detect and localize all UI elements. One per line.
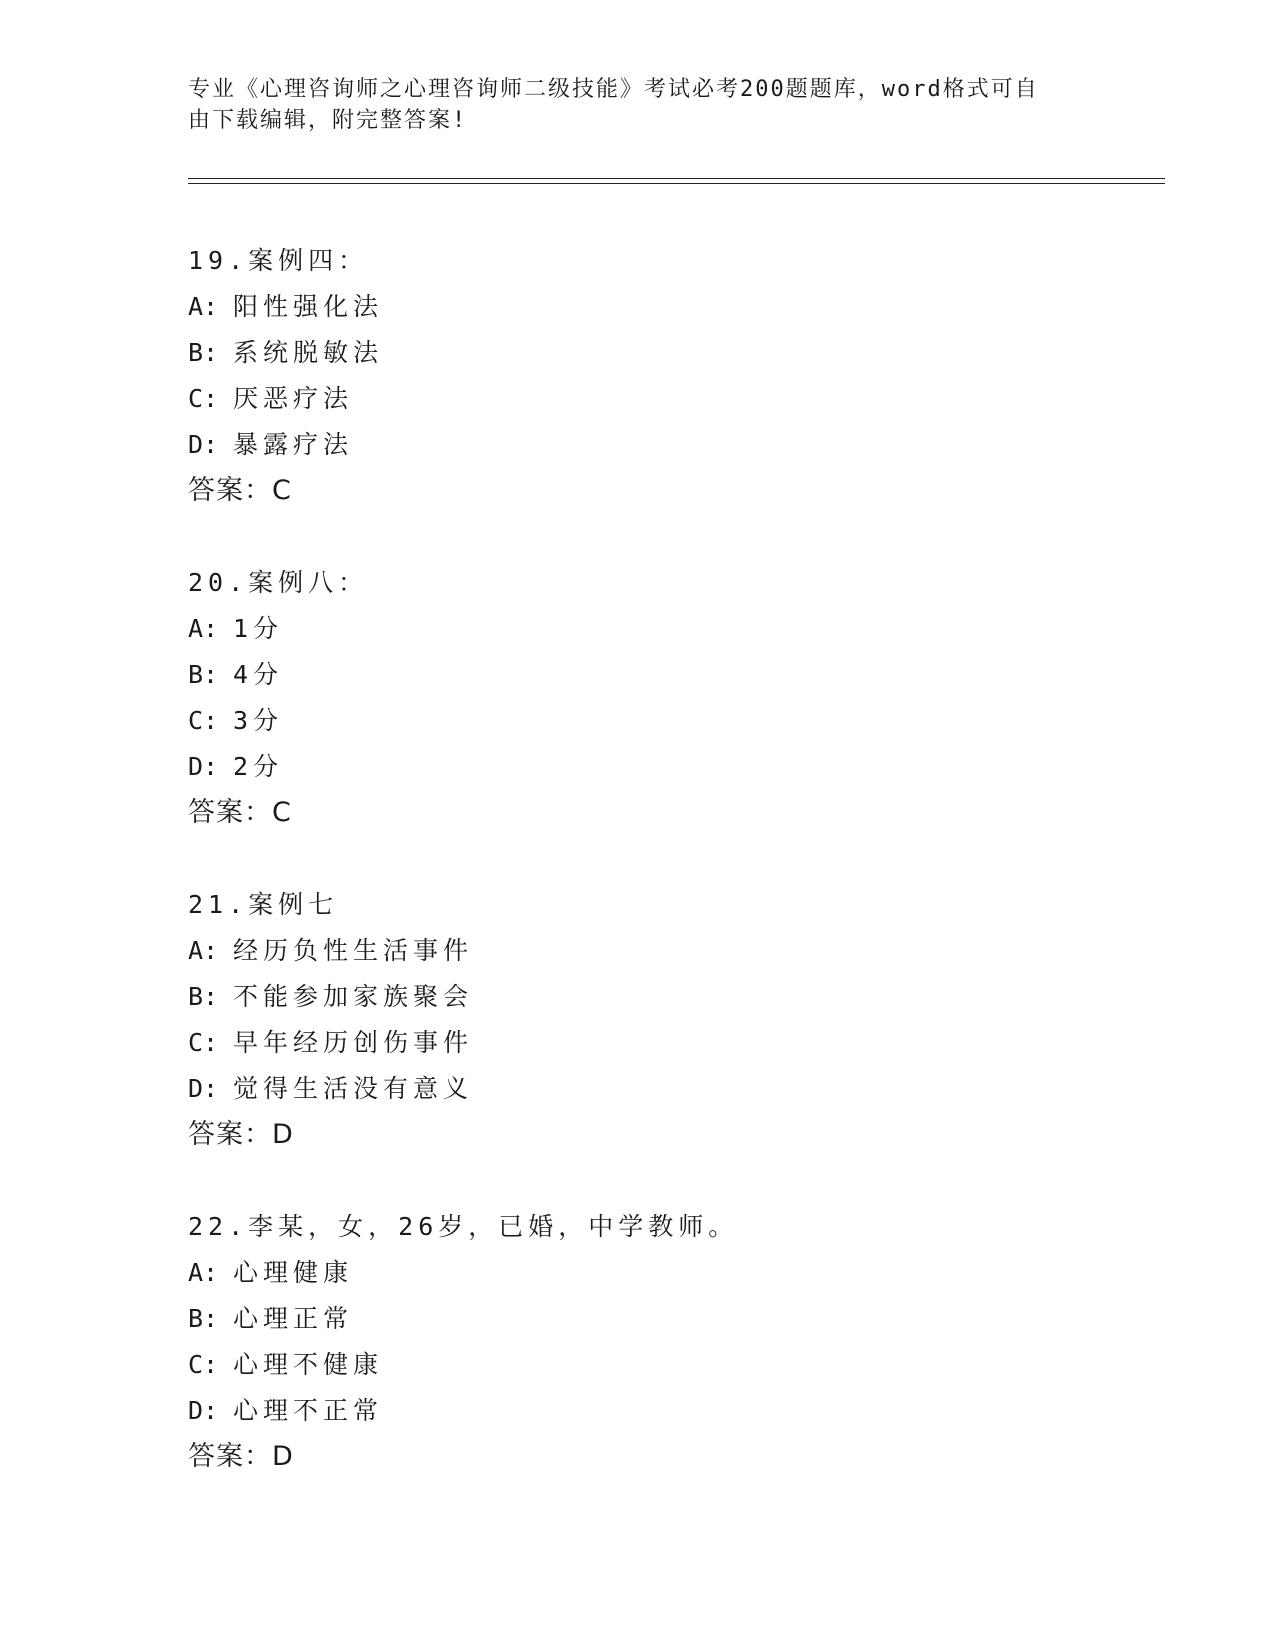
option-text: 阳性强化法 [233,292,384,321]
option-label: A: [188,292,219,321]
option-a [188,928,1138,974]
option-text: 4分 [233,660,284,689]
option-b [188,652,1138,698]
option-label: C: [188,1350,219,1379]
option-label: D: [188,1396,219,1425]
option-text: 经历负性生活事件 [233,936,474,965]
option-d [188,1388,1138,1434]
option-a [188,284,1138,330]
option-a [188,1250,1138,1296]
answer-line: 答案：D [188,1441,294,1472]
header-line-2: 由下载编辑，附完整答案! [188,108,468,133]
option-c [188,698,1138,744]
header-divider-bottom [188,183,1165,184]
option-label: B: [188,982,219,1011]
header-line-1: 专业《心理咨询师之心理咨询师二级技能》考试必考200题题库，word格式可自 [188,77,1039,102]
option-c [188,1020,1138,1066]
option-label: D: [188,752,219,781]
option-text: 2分 [233,752,284,781]
option-label: A: [188,936,219,965]
question-stem: 19.案例四： [188,246,369,275]
option-text: 不能参加家族聚会 [233,982,474,1011]
option-text: 心理不健康 [233,1350,384,1379]
option-label: C: [188,1028,219,1057]
question-19 [188,238,1138,560]
option-label: C: [188,706,219,735]
option-b [188,974,1138,1020]
option-text: 系统脱敏法 [233,338,384,367]
question-stem: 21.案例七 [188,890,339,919]
option-label: B: [188,660,219,689]
option-c [188,1342,1138,1388]
option-text: 心理正常 [233,1304,354,1333]
option-a [188,606,1138,652]
answer-line: 答案：C [188,797,292,828]
question-22 [188,1204,1138,1526]
option-text: 心理不正常 [233,1396,384,1425]
answer-line: 答案：D [188,1119,294,1150]
option-label: D: [188,430,219,459]
option-d [188,422,1138,468]
option-text: 厌恶疗法 [233,384,354,413]
option-label: C: [188,384,219,413]
option-text: 3分 [233,706,284,735]
question-20 [188,560,1138,882]
option-label: B: [188,338,219,367]
option-text: 心理健康 [233,1258,354,1287]
header-divider-top [188,178,1165,179]
document-header [188,74,1088,136]
question-list [188,238,1138,1526]
option-d [188,1066,1138,1112]
question-stem: 22.李某，女，26岁，已婚，中学教师。 [188,1212,739,1241]
answer-line: 答案：C [188,475,292,506]
option-text: 1分 [233,614,284,643]
option-label: A: [188,1258,219,1287]
question-21 [188,882,1138,1204]
option-text: 暴露疗法 [233,430,354,459]
option-label: B: [188,1304,219,1333]
option-text: 觉得生活没有意义 [233,1074,474,1103]
option-text: 早年经历创伤事件 [233,1028,474,1057]
option-b [188,330,1138,376]
option-b [188,1296,1138,1342]
question-stem: 20.案例八： [188,568,369,597]
option-label: A: [188,614,219,643]
option-c [188,376,1138,422]
option-d [188,744,1138,790]
option-label: D: [188,1074,219,1103]
